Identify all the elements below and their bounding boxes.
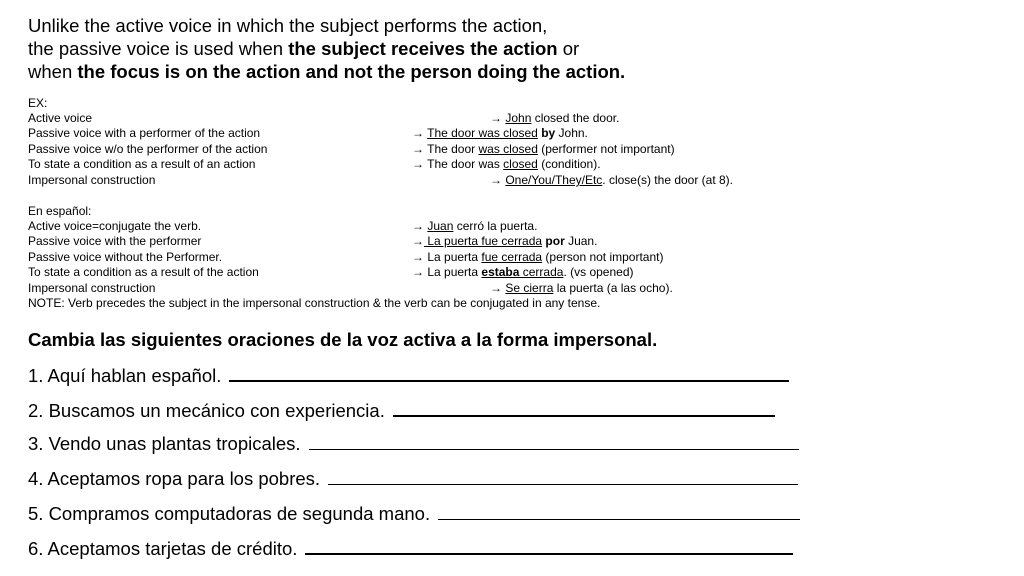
example-text: The door bbox=[427, 142, 479, 156]
spanish-label-1: Passive voice with the performer bbox=[28, 234, 202, 248]
intro-line-2-a: the passive voice is used when bbox=[28, 38, 289, 59]
example-text: Juan. bbox=[564, 234, 598, 248]
arrow-icon: → bbox=[490, 281, 502, 295]
english-example-2 bbox=[412, 142, 675, 156]
spanish-label-4: Impersonal construction bbox=[28, 281, 156, 295]
question-text: 4. Aceptamos ropa para los pobres. bbox=[28, 468, 321, 489]
english-example-4 bbox=[490, 173, 733, 187]
example-text: (person not important) bbox=[542, 250, 664, 264]
english-label-3: To state a condition as a result of an action bbox=[28, 157, 256, 171]
intro-line-2-bold: the subject receives the action bbox=[288, 38, 558, 59]
underlined-text: fue cerrada bbox=[481, 250, 543, 264]
spanish-label-0: Active voice=conjugate the verb. bbox=[28, 219, 202, 233]
intro-line-2-c: or bbox=[557, 38, 580, 59]
arrow-icon: → bbox=[412, 250, 424, 264]
exercise-heading: Cambia las siguientes oraciones de la voz activa a la forma impersonal. bbox=[28, 329, 658, 350]
exercise-question-6 bbox=[28, 537, 793, 560]
english-example-3 bbox=[412, 157, 601, 171]
note: NOTE: Verb precedes the subject in the impersonal construction & the verb can be conjugated in any tense. bbox=[28, 296, 601, 310]
example-text: (condition). bbox=[537, 157, 601, 171]
question-text: 3. Vendo unas plantas tropicales. bbox=[28, 433, 301, 454]
arrow-icon: → bbox=[490, 173, 502, 187]
english-label-2: Passive voice w/o the performer of the action bbox=[28, 142, 268, 156]
arrow-icon: → bbox=[412, 219, 424, 233]
arrow-icon: → bbox=[412, 234, 424, 248]
answer-blank[interactable] bbox=[229, 364, 789, 382]
arrow-icon: → bbox=[412, 157, 424, 171]
example-text: closed the door. bbox=[531, 111, 620, 125]
exercise-question-2 bbox=[28, 399, 775, 422]
intro-line-3-a: when bbox=[28, 61, 78, 82]
spanish-example-2 bbox=[412, 250, 663, 264]
example-text: The door was bbox=[427, 157, 504, 171]
bold-underlined-text: estaba bbox=[481, 265, 520, 279]
intro-line-3-bold: the focus is on the action and not the person doing the action. bbox=[77, 61, 626, 82]
english-example-1 bbox=[412, 126, 588, 140]
example-text: cerró la puerta. bbox=[453, 219, 538, 233]
example-text: la puerta (a las ocho). bbox=[553, 281, 673, 295]
example-text: La puerta bbox=[427, 250, 482, 264]
spanish-label-2: Passive voice without the Performer. bbox=[28, 250, 223, 264]
question-text: 6. Aceptamos tarjetas de crédito. bbox=[28, 538, 298, 559]
bold-text: by bbox=[537, 126, 559, 140]
underlined-text: closed bbox=[503, 157, 538, 171]
spanish-label-3: To state a condition as a result of the action bbox=[28, 265, 259, 279]
arrow-icon: → bbox=[412, 126, 424, 140]
answer-blank[interactable] bbox=[438, 503, 800, 520]
underlined-text: John bbox=[505, 111, 532, 125]
english-example-0 bbox=[490, 111, 619, 125]
arrow-icon: → bbox=[412, 142, 424, 156]
intro-line-1: Unlike the active voice in which the subject performs the action, bbox=[28, 15, 548, 36]
underlined-text: The door was closed bbox=[427, 126, 538, 140]
intro-line-2 bbox=[28, 37, 625, 60]
english-label-4: Impersonal construction bbox=[28, 173, 156, 187]
answer-blank[interactable] bbox=[305, 537, 793, 555]
english-label-0: Active voice bbox=[28, 111, 93, 125]
underlined-text: La puerta fue cerrada bbox=[424, 234, 543, 248]
bold-text: por bbox=[542, 234, 565, 248]
example-text: La puerta bbox=[427, 265, 482, 279]
underlined-text: Juan bbox=[427, 219, 454, 233]
spanish-example-3 bbox=[412, 265, 634, 279]
spanish-label: En español: bbox=[28, 204, 92, 218]
example-text: John. bbox=[558, 126, 588, 140]
exercise-question-3 bbox=[28, 433, 799, 455]
spanish-example-4 bbox=[490, 281, 673, 295]
answer-blank[interactable] bbox=[393, 399, 775, 417]
question-text: 5. Compramos computadoras de segunda mano. bbox=[28, 503, 431, 524]
spanish-example-0 bbox=[412, 219, 537, 233]
underlined-text: One/You/They/Etc bbox=[505, 173, 603, 187]
example-text: (performer not important) bbox=[537, 142, 675, 156]
exercise-question-5 bbox=[28, 503, 800, 525]
ex-label: EX: bbox=[28, 96, 48, 110]
exercise-question-4 bbox=[28, 468, 798, 490]
answer-blank[interactable] bbox=[328, 468, 798, 485]
underlined-text: Se cierra bbox=[505, 281, 554, 295]
answer-blank[interactable] bbox=[309, 433, 799, 450]
example-text: . (vs opened) bbox=[563, 265, 634, 279]
question-text: 2. Buscamos un mecánico con experiencia. bbox=[28, 400, 385, 421]
intro-line-3 bbox=[28, 60, 625, 83]
underlined-text: was closed bbox=[478, 142, 538, 156]
underlined-text: cerrada bbox=[519, 265, 564, 279]
spanish-example-1 bbox=[412, 234, 597, 248]
english-label-1: Passive voice with a performer of the action bbox=[28, 126, 261, 140]
question-text: 1. Aquí hablan español. bbox=[28, 365, 222, 386]
exercise-question-1 bbox=[28, 364, 789, 387]
arrow-icon: → bbox=[490, 111, 502, 125]
example-text: . close(s) the door (at 8). bbox=[602, 173, 734, 187]
intro-paragraph bbox=[28, 14, 625, 83]
arrow-icon: → bbox=[412, 265, 424, 279]
